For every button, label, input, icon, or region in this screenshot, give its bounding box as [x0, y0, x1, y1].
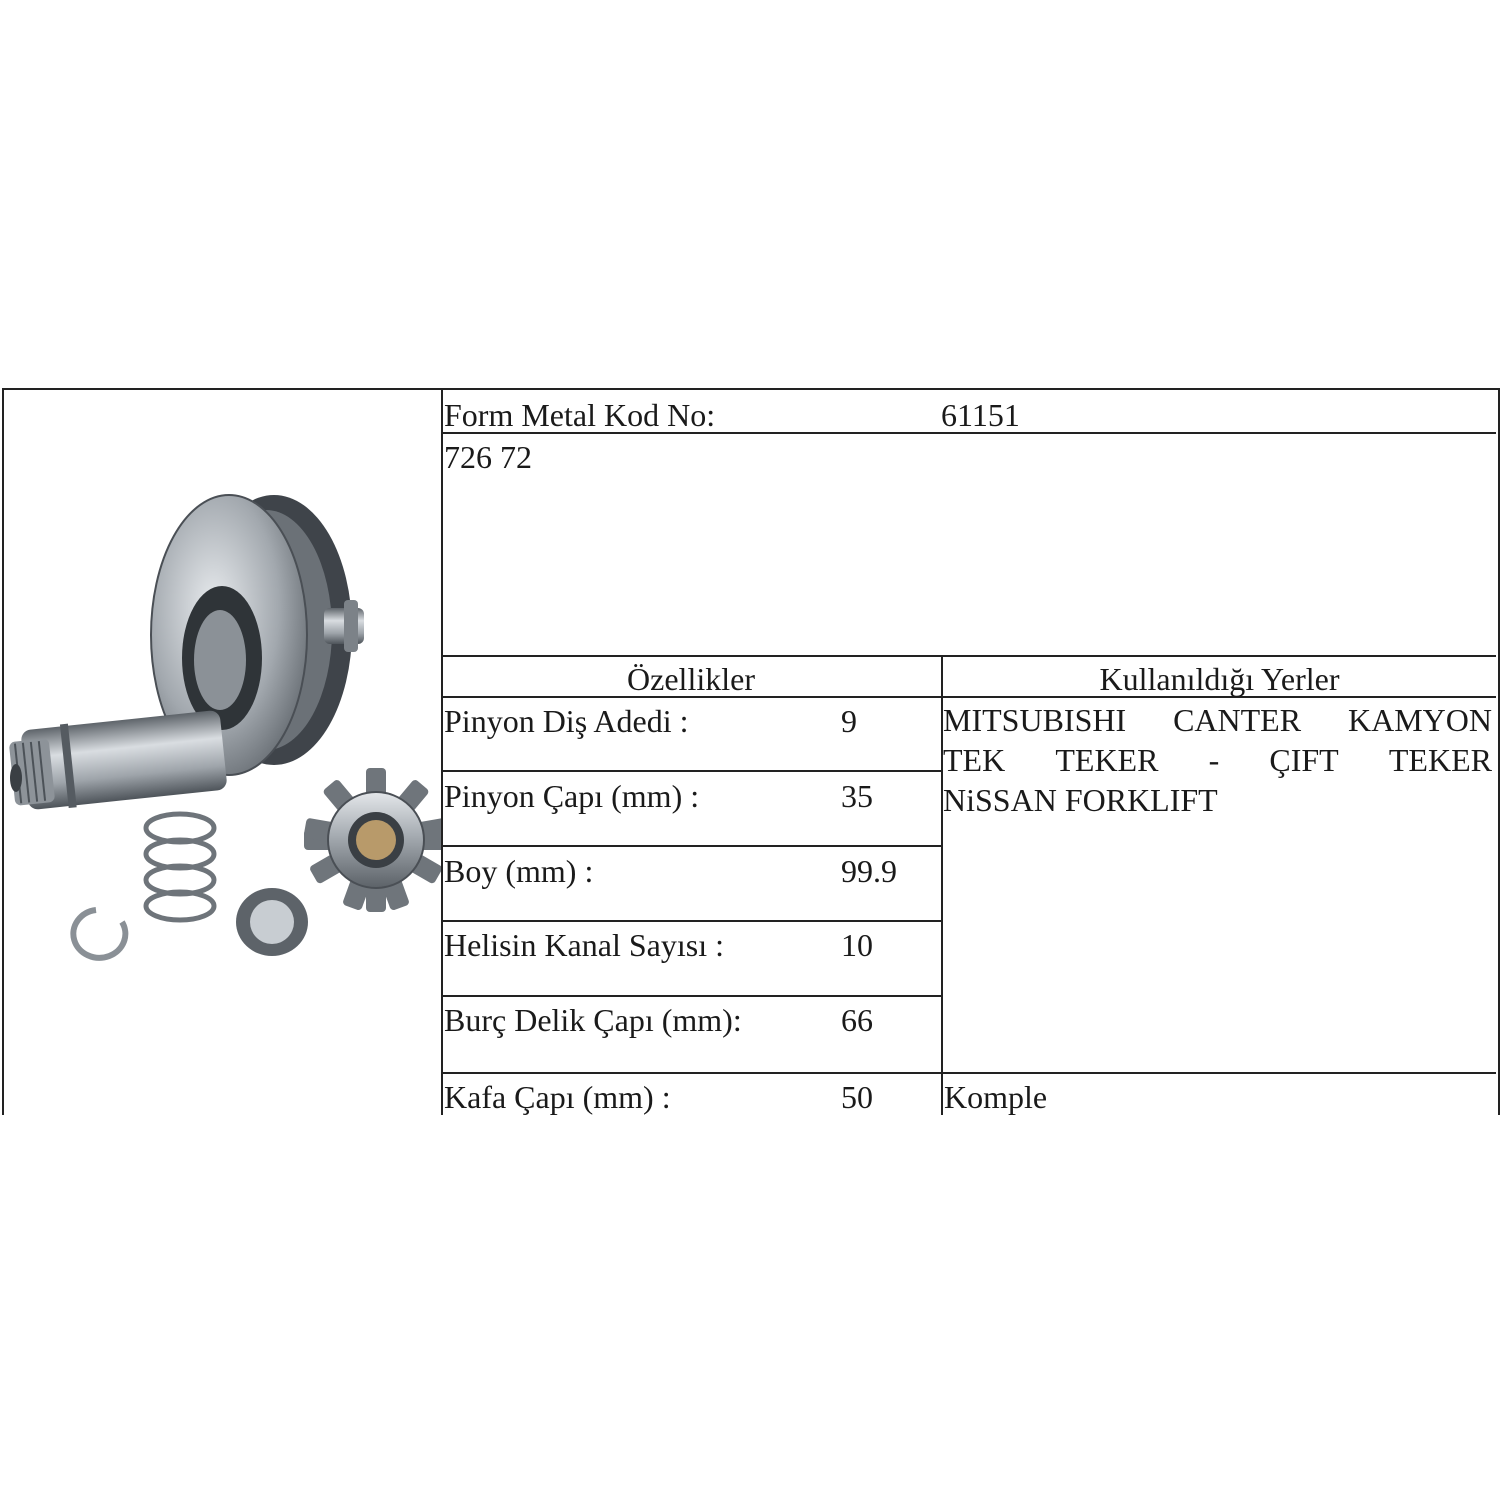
- spec-row-divider: [441, 920, 941, 922]
- spec-value-helix-grooves: 10: [841, 927, 873, 963]
- spec-row-divider: [441, 845, 941, 847]
- product-photo: [4, 390, 441, 1115]
- spec-row-divider: [441, 1072, 1496, 1074]
- usage-line-3: NiSSAN FORKLIFT: [943, 782, 1218, 818]
- spec-label-pinion-diameter: Pinyon Çapı (mm) :: [444, 778, 700, 814]
- usage-title: Kullanıldığı Yerler: [1099, 661, 1340, 697]
- code-value: 61151: [941, 397, 1020, 433]
- usage-list: [943, 700, 1492, 820]
- starter-drive-illustration: [4, 390, 441, 1115]
- spec-label-teeth: Pinyon Diş Adedi :: [444, 703, 689, 739]
- spec-value-teeth: 9: [841, 703, 857, 739]
- spec-label-helix-grooves: Helisin Kanal Sayısı :: [444, 927, 724, 963]
- usage-line-1: MITSUBISHI CANTER KAMYON: [943, 702, 1492, 738]
- usage-line-2: TEK TEKER - ÇIFT TEKER: [943, 742, 1492, 778]
- spec-label-bushing-bore: Burç Delik Çapı (mm):: [444, 1002, 742, 1038]
- spec-label-head-diameter: Kafa Çapı (mm) :: [444, 1079, 671, 1115]
- spec-value-bushing-bore: 66: [841, 1002, 873, 1038]
- spec-value-length: 99.9: [841, 853, 897, 889]
- spec-value-head-diameter: 50: [841, 1079, 873, 1115]
- usage-extra: Komple: [944, 1079, 1048, 1115]
- spec-value-pinion-diameter: 35: [841, 778, 873, 814]
- spec-label-length: Boy (mm) :: [444, 853, 594, 889]
- specs-title: Özellikler: [627, 661, 755, 697]
- divider-photo: [441, 390, 443, 1115]
- spec-row-divider: [441, 995, 941, 997]
- divider-row-header: [441, 655, 1496, 657]
- alt-code: 726 72: [444, 439, 532, 475]
- spec-sheet: [2, 388, 1500, 1115]
- spec-row-divider: [441, 770, 941, 772]
- code-label: Form Metal Kod No:: [444, 397, 716, 433]
